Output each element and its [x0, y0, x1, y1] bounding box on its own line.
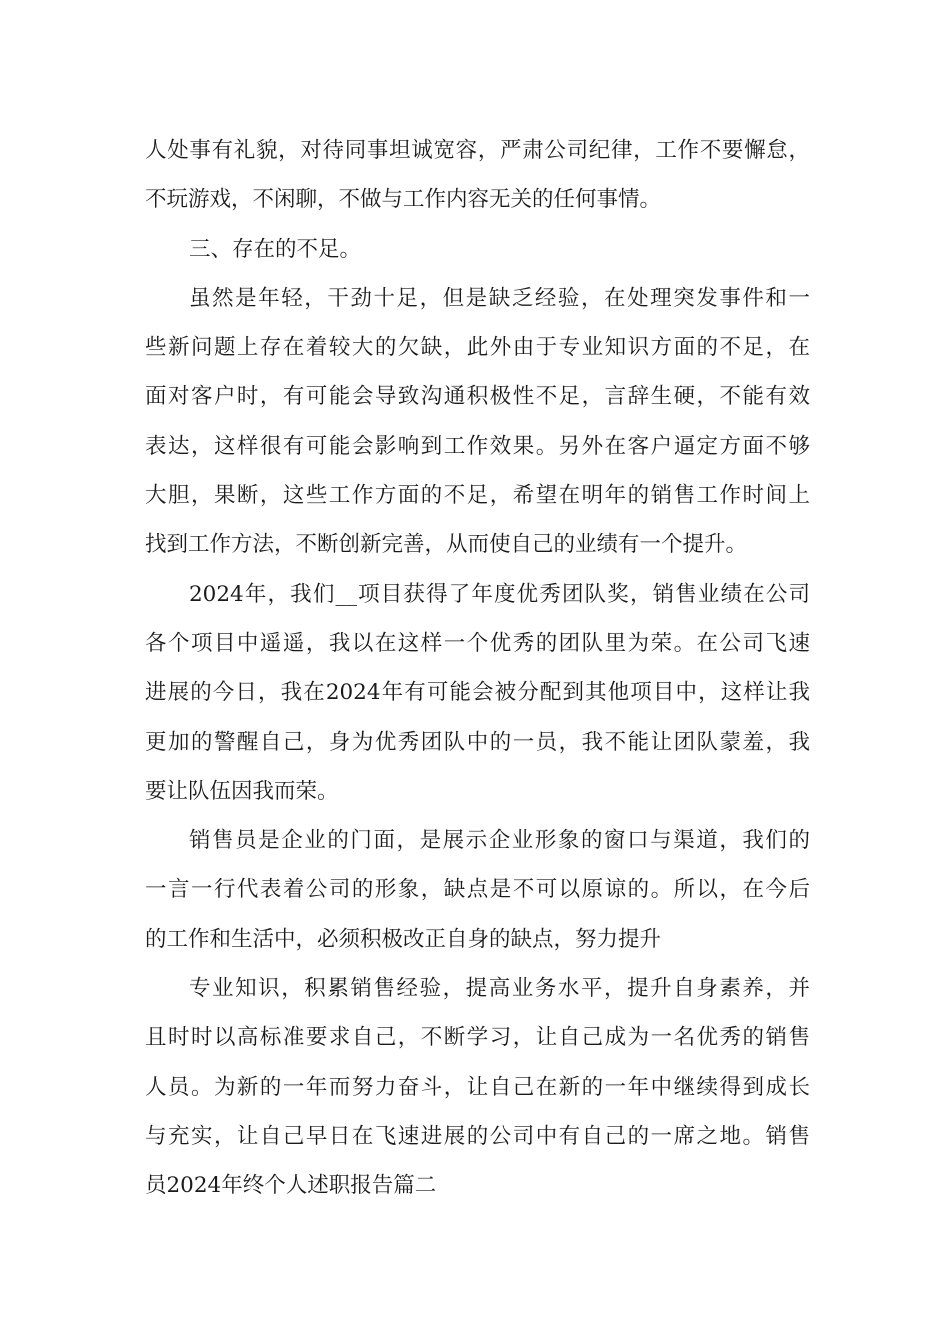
text-line: 面对客户时，有可能会导致沟通积极性不足，言辞生硬，不能有效 [145, 384, 810, 410]
text-line: 表达，这样很有可能会影响到工作效果。另外在客户逼定方面不够 [145, 433, 810, 459]
text-line: 大胆，果断，这些工作方面的不足，希望在明年的销售工作时间上 [145, 483, 810, 509]
text-line: 且时时以高标准要求自己，不断学习，让自己成为一名优秀的销售 [145, 1025, 810, 1051]
text-line: 销售员是企业的门面，是展示企业形象的窗口与渠道，我们的 [189, 828, 810, 854]
text-line: 专业知识，积累销售经验，提高业务水平，提升自身素养，并 [189, 976, 810, 1002]
text-line: 要让队伍因我而荣。 [145, 778, 339, 804]
text-line: 的工作和生活中，必须积极改正自身的缺点，努力提升 [145, 926, 662, 952]
text-line: 更加的警醒自己，身为优秀团队中的一员，我不能让团队蒙羞，我 [145, 729, 810, 755]
text-line: 各个项目中遥遥，我以在这样一个优秀的团队里为荣。在公司飞速 [145, 630, 810, 656]
text-line: 人处事有礼貌，对待同事坦诚宽容，严肃公司纪律，工作不要懈怠， [145, 138, 810, 163]
text-line: 进展的今日，我在2024年有可能会被分配到其他项目中，这样让我 [145, 680, 810, 706]
text-line: 不玩游戏，不闲聊，不做与工作内容无关的任何事情。 [145, 187, 662, 213]
text-line: 员2024年终个人述职报告篇二 [145, 1173, 437, 1199]
document-body [145, 126, 810, 1211]
text-line: 三、存在的不足。 [189, 236, 362, 262]
text-line: 些新问题上存在着较大的欠缺，此外由于专业知识方面的不足，在 [145, 335, 810, 361]
text-line: 一言一行代表着公司的形象，缺点是不可以原谅的。所以，在今后 [145, 877, 810, 903]
text-line: 人员。为新的一年而努力奋斗，让自己在新的一年中继续得到成长 [145, 1074, 810, 1100]
text-line: 虽然是年轻，干劲十足，但是缺乏经验，在处理突发事件和一 [189, 285, 810, 311]
text-line: 找到工作方法，不断创新完善，从而使自己的业绩有一个提升。 [145, 532, 748, 558]
text-line: 与充实，让自己早日在飞速进展的公司中有自己的一席之地。销售 [145, 1123, 810, 1149]
text-line: 2024年，我们__项目获得了年度优秀团队奖，销售业绩在公司 [189, 581, 810, 607]
